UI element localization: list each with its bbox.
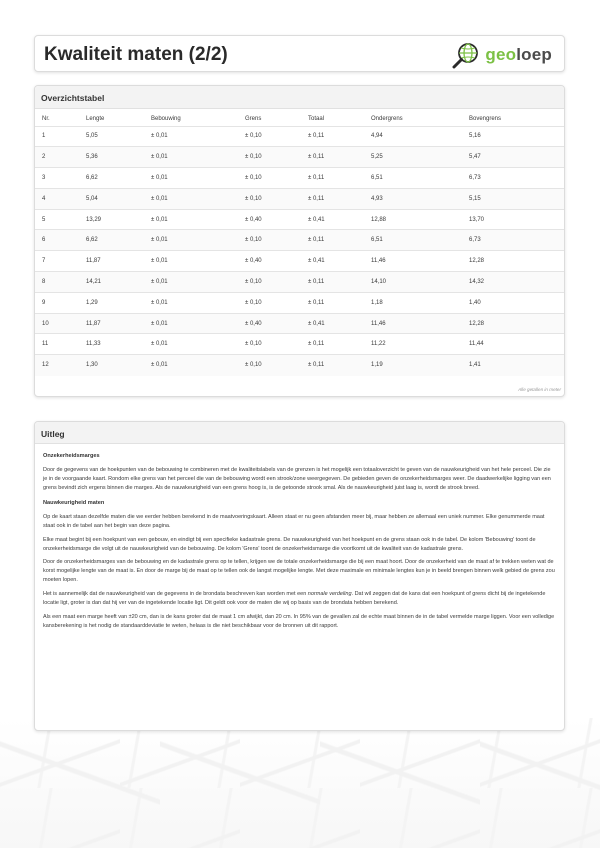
cell-lengte: 11,87	[86, 258, 101, 265]
explanation-title: Uitleg	[35, 422, 564, 444]
explanation-body	[35, 444, 564, 631]
cell-bovengrens: 14,32	[469, 278, 485, 285]
cell-bovengrens: 1,41	[469, 362, 481, 369]
cell-totaal: ± 0,11	[308, 133, 325, 140]
cell-ondergrens: 11,46	[371, 258, 386, 265]
cell-ondergrens: 12,88	[371, 216, 387, 223]
cell-bebouwing: ± 0,01	[151, 237, 168, 244]
cell-bebouwing: ± 0,01	[151, 258, 168, 265]
table-row	[35, 355, 564, 376]
cell-lengte: 11,33	[86, 341, 101, 348]
cell-grens: ± 0,10	[245, 237, 262, 244]
cell-grens: ± 0,40	[245, 216, 262, 223]
cell-lengte: 14,21	[86, 278, 102, 285]
table-header-row	[35, 109, 564, 126]
cell-nr: 3	[42, 174, 46, 181]
map-background	[0, 718, 600, 848]
cell-lengte: 1,29	[86, 299, 98, 306]
cell-bovengrens: 5,47	[469, 154, 481, 161]
cell-bebouwing: ± 0,01	[151, 278, 168, 285]
cell-ondergrens: 11,46	[371, 320, 386, 327]
overview-table-card	[34, 85, 565, 397]
table-row	[35, 188, 564, 209]
cell-nr: 7	[42, 258, 46, 265]
cell-ondergrens: 6,51	[371, 174, 383, 181]
cell-grens: ± 0,10	[245, 278, 262, 285]
cell-nr: 9	[42, 299, 46, 306]
logo-text: geoloep	[485, 45, 552, 64]
cell-ondergrens: 11,22	[371, 341, 386, 348]
col-header-totaal: Totaal	[308, 115, 325, 122]
table-row	[35, 147, 564, 168]
cell-nr: 6	[42, 237, 46, 244]
cell-totaal: ± 0,11	[308, 362, 325, 369]
cell-lengte: 5,36	[86, 154, 98, 161]
cell-bebouwing: ± 0,01	[151, 195, 168, 202]
cell-grens: ± 0,10	[245, 195, 262, 202]
cell-ondergrens: 4,94	[371, 133, 383, 140]
cell-bebouwing: ± 0,01	[151, 362, 168, 369]
paragraph: Elke maat begint bij een hoekpunt van een gebouw, en eindigt bij een specifieke kadastrale grens. De nauwkeurigheid van het hoekpunt en de grens staan ook in de tabel. De kolom 'Bebouwing' toont de onzekerheidsmarge die volgt uit de nauwkeurigheid van de bebouwing. De kolom 'Grens' toont de onzekerheidsmarge die voortkomt uit de kwaliteit van de kadastrale grens.	[43, 536, 536, 552]
cell-nr: 1	[42, 133, 46, 140]
cell-nr: 10	[42, 320, 49, 327]
cell-totaal: ± 0,11	[308, 154, 325, 161]
cell-bebouwing: ± 0,01	[151, 320, 168, 327]
cell-lengte: 11,87	[86, 320, 101, 327]
cell-bovengrens: 1,40	[469, 299, 481, 306]
table-row	[35, 209, 564, 230]
cell-bebouwing: ± 0,01	[151, 216, 168, 223]
paragraph: Op de kaart staan dezelfde maten die we eerder hebben berekend in de maatvoeringskaart. Alleen staat er nu geen afstanden meer bij, maar hebben ze allemaal een uniek nummer. Elke genummerde maat staat ook in de tabel aan het begin van deze pagina.	[43, 513, 545, 529]
table-body	[35, 126, 564, 376]
cell-totaal: ± 0,11	[308, 278, 325, 285]
col-header-bebouwing: Bebouwing	[151, 115, 181, 122]
cell-lengte: 1,30	[86, 362, 98, 369]
cell-grens: ± 0,10	[245, 154, 262, 161]
cell-nr: 11	[42, 341, 49, 348]
cell-totaal: ± 0,11	[308, 174, 325, 181]
cell-bovengrens: 12,28	[469, 320, 485, 327]
col-header-lengte: Lengte	[86, 115, 105, 122]
table-row	[35, 168, 564, 189]
cell-bovengrens: 12,28	[469, 258, 485, 265]
cell-nr: 2	[42, 154, 46, 161]
page-title: Kwaliteit maten (2/2)	[44, 44, 228, 65]
cell-bebouwing: ± 0,01	[151, 154, 168, 161]
cell-lengte: 6,62	[86, 174, 98, 181]
cell-ondergrens: 6,51	[371, 237, 383, 244]
cell-lengte: 5,05	[86, 133, 98, 140]
cell-bovengrens: 6,73	[469, 237, 481, 244]
paragraph: Door de gegevens van de hoekpunten van de bebouwing te combineren met de kwaliteitslabels van de grenzen is het mogelijk een totaaloverzicht te geven van de nauwkeurigheid van het hele perceel. Die zie je in de voorgaande kaart. Rondom elke grens van het perceel die van de bebouwing wordt een strook/zone weergegeven. De gebieden geven de onzekerheidsmarges weer. De daadwerkelijke ligging van een grens bevindt zich ergens binnen die marges. Als de nauwkeurigheid van een grens hoog is, is de getoonde strook smal. Als de nauwkeurigheid juist laag is, wordt de strook breed.	[43, 467, 551, 491]
cell-bovengrens: 5,15	[469, 195, 481, 202]
col-header-grens: Grens	[245, 115, 262, 122]
section-heading-nauwkeurigheid: Nauwkeurigheid maten	[43, 499, 105, 506]
cell-nr: 5	[42, 216, 46, 223]
table-row	[35, 230, 564, 251]
paragraph: Het is aannemelijk dat de nauwkeurigheid van de gegevens in de brondata beschreven kan worden met een normale verdeling. Dat wil zeggen dat de kans dat een hoekpunt of grens dicht bij de ingetekende locatie ligt, groter is dan dat hij ver van de ingetekende locatie ligt. Dit geldt ook voor de maten die wij op basis van de brondata hebben berekend.	[43, 591, 546, 607]
cell-totaal: ± 0,41	[308, 320, 325, 327]
geoloep-logo	[451, 41, 552, 69]
cell-bovengrens: 11,44	[469, 341, 484, 348]
cell-bebouwing: ± 0,01	[151, 133, 168, 140]
cell-bebouwing: ± 0,01	[151, 174, 168, 181]
cell-lengte: 6,62	[86, 237, 98, 244]
col-header-bovengrens: Bovengrens	[469, 115, 502, 122]
cell-totaal: ± 0,11	[308, 195, 325, 202]
cell-ondergrens: 1,19	[371, 362, 383, 369]
paragraph: Als een maat een marge heeft van ±20 cm, dan is de kans groter dat de maat 1 cm afwijkt, dan 20 cm. In 95% van de gevallen zal de echte maat binnen de in de tabel vermelde marge liggen. Voor een volledige kansberekening is het nodig de standaarddeviatie te weten, helaas is die niet beschikbaar voor de bronnen uit dit rapport.	[43, 613, 555, 629]
cell-totaal: ± 0,11	[308, 341, 325, 348]
cell-totaal: ± 0,41	[308, 258, 325, 265]
col-header-nr: Nr.	[42, 115, 50, 122]
cell-grens: ± 0,10	[245, 174, 262, 181]
emphasis-normale-verdeling: normale verdeling	[307, 591, 352, 598]
table-row	[35, 313, 564, 334]
cell-lengte: 5,04	[86, 195, 98, 202]
cell-totaal: ± 0,11	[308, 237, 325, 244]
cell-bovengrens: 13,70	[469, 216, 485, 223]
cell-ondergrens: 4,93	[371, 195, 383, 202]
cell-bebouwing: ± 0,01	[151, 341, 168, 348]
overview-table	[35, 109, 564, 376]
cell-bovengrens: 6,73	[469, 174, 481, 181]
cell-ondergrens: 5,25	[371, 154, 383, 161]
cell-nr: 8	[42, 278, 46, 285]
globe-magnifier-icon	[451, 41, 481, 69]
cell-nr: 12	[42, 362, 49, 369]
cell-grens: ± 0,10	[245, 341, 262, 348]
cell-grens: ± 0,40	[245, 258, 262, 265]
paragraph: Door de onzekerheidsmarges van de bebouwing en de kadastrale grens op te tellen, krijgen we de totale onzekerheidsmarge die bij een maat hoort. Door de onzekerheid van de maat af te trekken weten wat de korst mogelijke lengte van de maat is. En door de marge bij de maat op te tellen ook de langst mogelijke lengte. Met deze maximale en minimale lengtes kun je in beeld brengen binnen welk gebied de grens zou moeten lopen.	[43, 559, 555, 584]
table-row	[35, 334, 564, 355]
col-header-ondergrens: Ondergrens	[371, 115, 403, 122]
cell-grens: ± 0,40	[245, 320, 262, 327]
cell-bebouwing: ± 0,01	[151, 299, 168, 306]
cell-grens: ± 0,10	[245, 362, 262, 369]
cell-ondergrens: 1,18	[371, 299, 383, 306]
table-card-title: Overzichtstabel	[35, 86, 564, 109]
page-header	[34, 35, 565, 72]
cell-grens: ± 0,10	[245, 299, 262, 306]
cell-grens: ± 0,10	[245, 133, 262, 140]
cell-totaal: ± 0,41	[308, 216, 325, 223]
explanation-card	[34, 421, 565, 731]
table-row	[35, 272, 564, 293]
table-footnote: Alle getallen in meter	[518, 387, 561, 392]
cell-ondergrens: 14,10	[371, 278, 387, 285]
cell-totaal: ± 0,11	[308, 299, 325, 306]
section-heading-onzekerheidsmarges: Onzekerheidsmarges	[43, 453, 100, 459]
cell-nr: 4	[42, 195, 46, 202]
table-row	[35, 251, 564, 272]
cell-lengte: 13,29	[86, 216, 102, 223]
table-row	[35, 126, 564, 147]
cell-bovengrens: 5,16	[469, 133, 481, 140]
table-row	[35, 292, 564, 313]
